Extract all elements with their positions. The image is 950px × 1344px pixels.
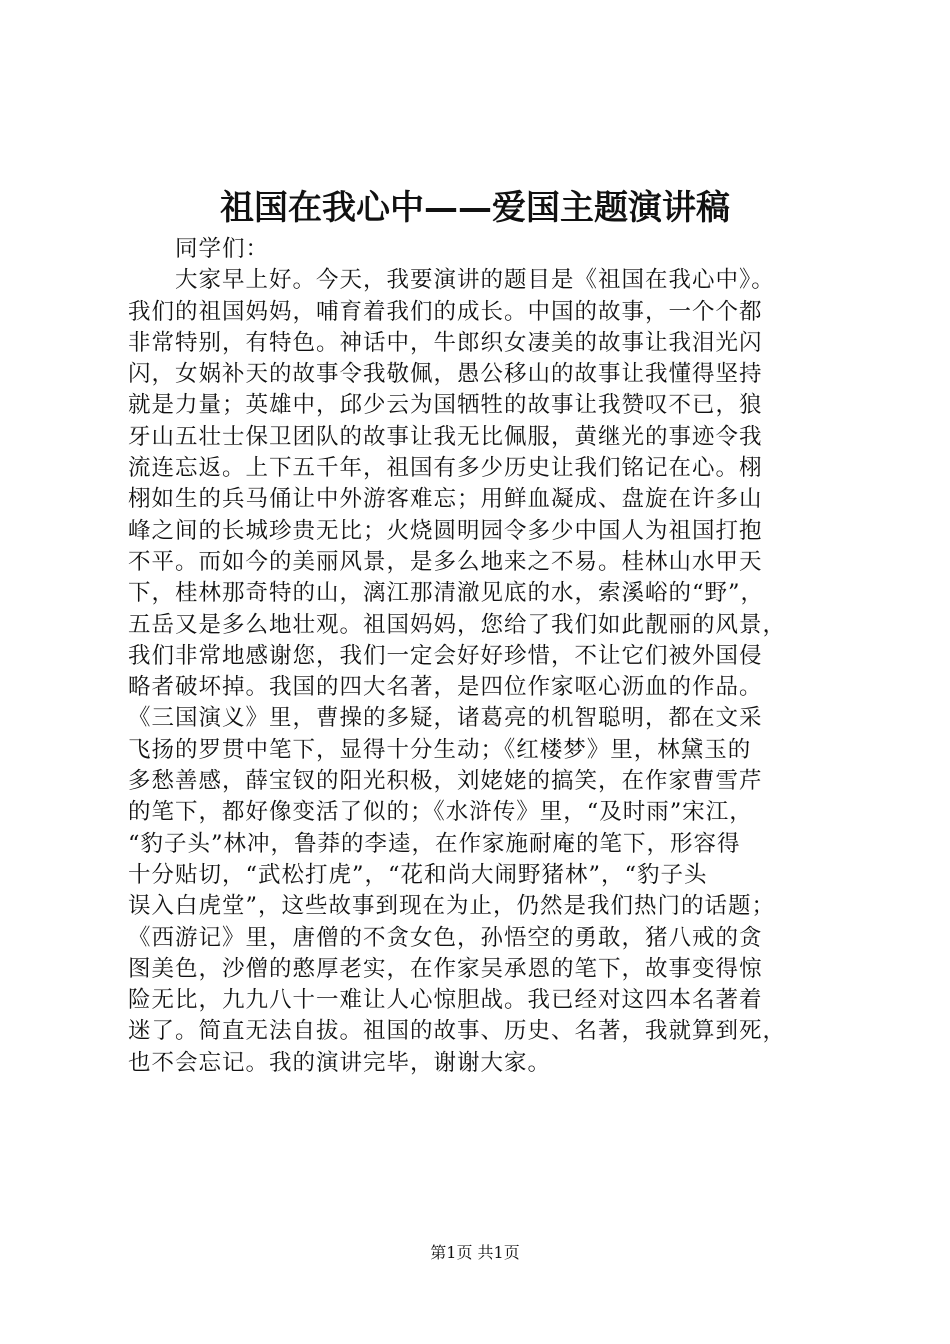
body-line: 就是力量；英雄中，邱少云为国牺牲的故事让我赞叹不已，狼 bbox=[128, 392, 763, 419]
document-title: 祖国在我心中——爱国主题演讲稿 bbox=[220, 188, 730, 228]
body-line: 险无比，九九八十一难让人心惊胆战。我已经对这四本名著着 bbox=[128, 987, 763, 1014]
speech-body bbox=[128, 234, 858, 1079]
body-line: 多愁善感，薛宝钗的阳光积极，刘姥姥的搞笑，在作家曹雪芹 bbox=[128, 768, 763, 795]
page-footer: 第1页 共1页 bbox=[430, 1243, 520, 1262]
body-line: 大家早上好。今天，我要演讲的题目是《祖国在我心中》。 bbox=[128, 267, 775, 294]
body-line: 飞扬的罗贯中笔下，显得十分生动；《红楼梦》里，林黛玉的 bbox=[128, 736, 752, 763]
body-line: “豹子头”林冲，鲁莽的李逵，在作家施耐庵的笔下，形容得 bbox=[128, 830, 741, 857]
body-line: 非常特别，有特色。神话中，牛郎织女凄美的故事让我泪光闪 bbox=[128, 329, 763, 356]
body-line: 下，桂林那奇特的山，漓江那清澈见底的水，索溪峪的“野”， bbox=[128, 580, 765, 607]
body-line: 略者破坏掉。我国的四大名著，是四位作家呕心沥血的作品。 bbox=[128, 674, 763, 701]
body-line: 不平。而如今的美丽风景，是多么地来之不易。桂林山水甲天 bbox=[128, 548, 763, 575]
body-line: 十分贴切，“武松打虎”，“花和尚大闹野猪林”，“豹子头 bbox=[128, 861, 708, 888]
body-line: 流连忘返。上下五千年，祖国有多少历史让我们铭记在心。栩 bbox=[128, 455, 763, 482]
body-line: 闪，女娲补天的故事令我敬佩，愚公移山的故事让我懂得坚持 bbox=[128, 361, 763, 388]
body-line: 同学们： bbox=[128, 236, 270, 262]
body-line: 迷了。简直无法自拔。祖国的故事、历史、名著，我就算到死， bbox=[128, 1018, 787, 1045]
body-line: 《三国演义》里，曹操的多疑，诸葛亮的机智聪明，都在文采 bbox=[128, 705, 763, 732]
body-line: 五岳又是多么地壮观。祖国妈妈，您给了我们如此靓丽的风景， bbox=[128, 611, 787, 638]
body-line: 误入白虎堂”，这些故事到现在为止，仍然是我们热门的话题； bbox=[128, 893, 776, 920]
body-line: 栩如生的兵马俑让中外游客难忘；用鲜血凝成、盘旋在许多山 bbox=[128, 486, 763, 513]
body-line: 也不会忘记。我的演讲完毕，谢谢大家。 bbox=[128, 1049, 552, 1076]
body-line: 牙山五壮士保卫团队的故事让我无比佩服，黄继光的事迹令我 bbox=[128, 423, 763, 450]
body-line: 我们非常地感谢您，我们一定会好好珍惜，不让它们被外国侵 bbox=[128, 642, 763, 669]
body-line: 我们的祖国妈妈，哺育着我们的成长。中国的故事，一个个都 bbox=[128, 298, 763, 325]
body-line: 图美色，沙僧的憨厚老实，在作家吴承恩的笔下，故事变得惊 bbox=[128, 955, 763, 982]
body-line: 《西游记》里，唐僧的不贪女色，孙悟空的勇敢，猪八戒的贪 bbox=[128, 924, 763, 951]
body-line: 峰之间的长城珍贵无比；火烧圆明园令多少中国人为祖国打抱 bbox=[128, 517, 763, 544]
body-line: 的笔下，都好像变活了似的；《水浒传》里，“及时雨”宋江， bbox=[128, 799, 753, 826]
